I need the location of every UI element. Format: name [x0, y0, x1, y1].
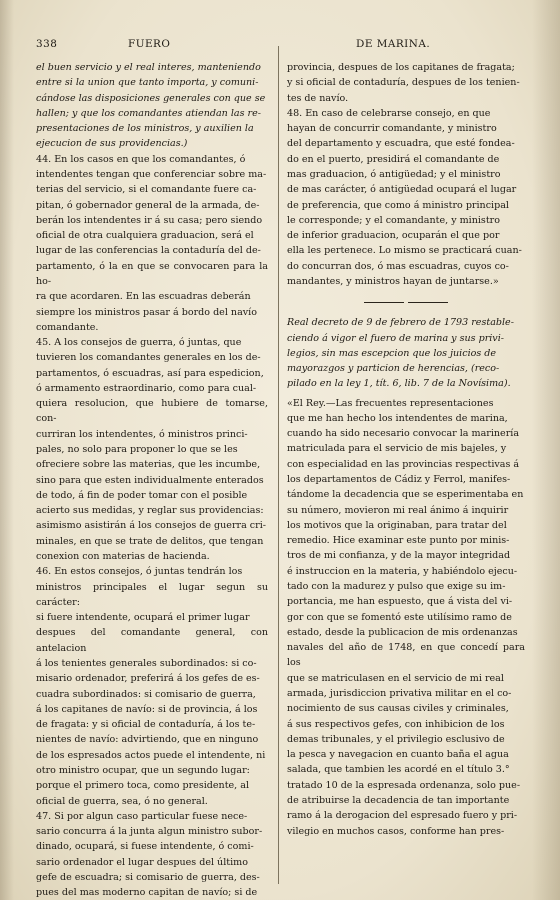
- article-45: 45. A los consejos de guerra, ó juntas, que tuvieren los comandantes generales en los de- partamentos, ó escuadras, así para espedicion, ó armamento estraordinario, como para cual- quiera resolucion, que hubiere de tomarse, con- curriran los intendentes, ó ministros princi- pales, no solo para proponer lo que se les ofreciere sobre las materias, que les incumbe, sino para que esten individualmente enterados de todo, á fin de poder tomar con el posible acierto sus medidas, y reglar sus providencias: asimismo asistirán á los consejos de guerra cri- minales, en que se trate de delitos, que tengan conexion con materias de hacienda.: [36, 337, 268, 562]
- page-gutter-shadow: [0, 0, 14, 900]
- running-title-right: DE MARINA.: [356, 38, 431, 50]
- page-edge-shadow: [532, 0, 560, 900]
- article-47: 47. Si por algun caso particular fuese nece- sario concurra á la junta algun ministro subor- dinado, ocupará, si fuese intendente, ó comi- sario ordenador el lugar despues del último gefe de escuadra; si comisario de guerra, des- pues del mas moderno capitan de navío; si de: [36, 810, 263, 899]
- column-rule: [278, 46, 279, 884]
- section-divider: [287, 295, 525, 309]
- decree-heading: Real decreto de 9 de febrero de 1793 restable- ciendo á vigor el fuero de marina y sus privi- legios, sin mas escepcion que los juicios de mayorazgos y particion de herencias, (reco- pilado en la ley 1, tít. 6, lib. 7 de la Novísima).: [287, 317, 514, 390]
- decree-text: «El Rey.—Las frecuentes representaciones que me han hecho los intendentes de marina, cuando ha sido necesario convocar la marinería matriculada para el servicio de mis bajeles, y con especialidad en las provincias respectivas á los departamentos de Cádiz y Ferrol, manifes- tándome la decadencia que se esperimentaba en su número, movieron mi real ánimo á inquirir los motivos que la originaban, para tratar del remedio. Hice examinar este punto por minis- tros de mi confianza, y de la mayor integridad é instruccion en la materia, y habiéndolo ejecu- tado con la madurez y pulso que exige su im- portancia, me han espuesto, que á vista del vi- gor con que se fomentó este utilísimo ramo de estado, desde la publicacion de mis ordenanzas navales del año de 1748, en que concedí para los que se matriculasen en el servicio de mi real armada, jurisdiccion privativa militar en el co- nocimiento de sus causas civiles y criminales, á sus respectivos gefes, con inhibicion de los demas tribunales, y el privilegio esclusivo de la pesca y navegacion en cuanto baña el agua salada, que tambien les acordé en el título 3.° tratado 10 de la espresada ordenanza, solo pue- de atribuirse la decadencia de tan importante ramo á la derogacion del espresado fuero y pri- vilegio en muchos casos, conforme han pres-: [287, 397, 525, 837]
- running-title-left: FUERO: [128, 38, 171, 50]
- paragraph-continuation: el buen servicio y el real interes, manteniendo entre si la union que tanto importa, y comuni- cándose las disposiciones generales con que se hallen; y que los comandantes atiendan las re- presentaciones de los ministros, y auxilien la ejecucion de sus providencias.): [36, 62, 266, 150]
- divider-ornament-left: [364, 302, 404, 304]
- article-46: 46. En estos consejos, ó juntas tendrán los ministros principales el lugar segun su carácter: si fuere intendente, ocupará el primer lugar despues del comandante general, con antelacion á los tenientes generales subordinados: si co- misario ordenador, preferirá á los gefes de es- cuadra subordinados: si comisario de guerra, á los capitanes de navío: si de provincia, á los de fragata: y si oficial de contaduría, á los te- nientes de navío: advirtiendo, que en ninguno de los espresados actos puede el intendente, ni otro ministro ocupar, que un segundo lugar: porque el primero toca, como presidente, al oficial de guerra, sea, ó no general.: [36, 566, 268, 807]
- article-47-continuation: provincia, despues de los capitanes de fragata; y si oficial de contaduría, despues de los tenien- tes de navío.: [287, 62, 520, 104]
- divider-ornament-right: [408, 302, 448, 304]
- page-number: 338: [36, 38, 58, 50]
- article-44: 44. En los casos en que los comandantes, ó intendentes tengan que conferenciar sobre ma- terias del servicio, si el comandante fuere ca- pitan, ó gobernador general de la armada, de- berán los intendentes ir á su casa; pero siendo oficial de otra cualquiera graduacion, será el lugar de las conferencias la contaduría del de- partamento, ó la en que se convocaren para la ho- ra que acordaren. En las escuadras deberán siempre los ministros pasar á bordo del navío comandante.: [36, 153, 268, 333]
- article-48: 48. En caso de celebrarse consejo, en que hayan de concurrir comandante, y ministro del departamento y escuadra, que esté fondea- do en el puerto, presidirá el comandante de mas graduacion, ó antigüedad; y el ministro de mas carácter, ó antigüedad ocupará el lugar de preferencia, que como á ministro principal le corresponde; y el comandante, y ministro de inferior graduacion, ocuparán el que por ella les pertenece. Lo mismo se practicará cuan- do concurran dos, ó mas escuadras, cuyos co- mandantes, y ministros hayan de juntarse.»: [287, 107, 522, 287]
- left-column: [36, 60, 268, 900]
- right-column: [287, 60, 525, 839]
